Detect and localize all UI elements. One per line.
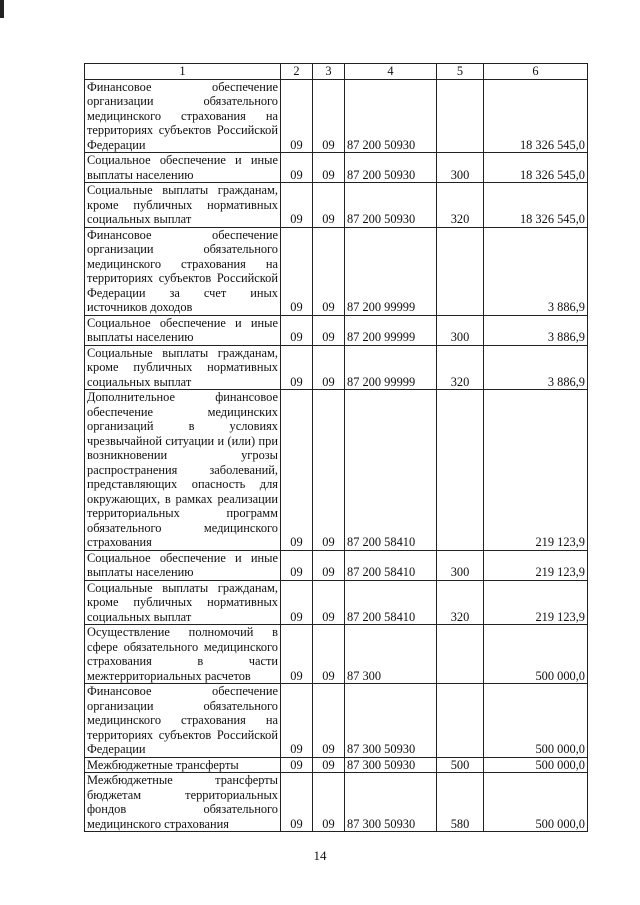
row-section: 09 — [281, 227, 313, 315]
row-section: 09 — [281, 757, 313, 773]
table-row — [85, 315, 588, 345]
row-subsection: 09 — [313, 684, 345, 758]
row-amount: 500 000,0 — [484, 757, 588, 773]
row-target-code: 87 300 50930 — [345, 757, 437, 773]
table-header-row — [85, 64, 588, 80]
row-subsection: 09 — [313, 580, 345, 625]
row-amount: 500 000,0 — [484, 684, 588, 758]
row-expense-type — [437, 390, 484, 551]
row-section: 09 — [281, 183, 313, 228]
row-expense-type: 580 — [437, 773, 484, 832]
row-subsection: 09 — [313, 773, 345, 832]
row-amount: 219 123,9 — [484, 550, 588, 580]
table-row — [85, 227, 588, 315]
row-amount: 219 123,9 — [484, 390, 588, 551]
row-name: Социальные выплаты гражданам, кроме публичных нормативных социальных выплат — [85, 183, 281, 228]
row-name: Межбюджетные трансферты бюджетам территориальных фондов обязательного медицинского страхования — [85, 773, 281, 832]
row-name: Финансовое обеспечение организации обязательного медицинского страхования на территориях субъектов Российской Федерации — [85, 684, 281, 758]
table-row — [85, 550, 588, 580]
header-cell-3: 3 — [313, 64, 345, 80]
table-row — [85, 757, 588, 773]
row-name: Финансовое обеспечение организации обязательного медицинского страхования на территориях субъектов Российской Федерации — [85, 79, 281, 153]
row-amount: 500 000,0 — [484, 625, 588, 684]
row-target-code: 87 200 50930 — [345, 79, 437, 153]
row-expense-type: 300 — [437, 315, 484, 345]
row-name: Осуществление полномочий в сфере обязательного медицинского страхования в части межтерриториальных расчетов — [85, 625, 281, 684]
row-expense-type: 320 — [437, 345, 484, 390]
row-subsection: 09 — [313, 390, 345, 551]
row-section: 09 — [281, 345, 313, 390]
row-amount: 500 000,0 — [484, 773, 588, 832]
row-amount: 18 326 545,0 — [484, 183, 588, 228]
row-section: 09 — [281, 153, 313, 183]
row-amount: 3 886,9 — [484, 315, 588, 345]
table-row — [85, 183, 588, 228]
row-section: 09 — [281, 390, 313, 551]
row-subsection: 09 — [313, 153, 345, 183]
row-subsection: 09 — [313, 345, 345, 390]
row-section: 09 — [281, 79, 313, 153]
row-section: 09 — [281, 684, 313, 758]
row-amount: 18 326 545,0 — [484, 79, 588, 153]
row-section: 09 — [281, 580, 313, 625]
table-row — [85, 773, 588, 832]
row-subsection: 09 — [313, 315, 345, 345]
row-name: Социальное обеспечение и иные выплаты населению — [85, 153, 281, 183]
row-target-code: 87 200 99999 — [345, 227, 437, 315]
header-cell-5: 5 — [437, 64, 484, 80]
row-name: Социальные выплаты гражданам, кроме публичных нормативных социальных выплат — [85, 580, 281, 625]
table-row — [85, 625, 588, 684]
row-target-code: 87 200 58410 — [345, 580, 437, 625]
header-cell-2: 2 — [281, 64, 313, 80]
row-expense-type — [437, 625, 484, 684]
row-expense-type — [437, 684, 484, 758]
row-section: 09 — [281, 315, 313, 345]
row-target-code: 87 200 50930 — [345, 153, 437, 183]
row-target-code: 87 200 99999 — [345, 315, 437, 345]
header-cell-1: 1 — [85, 64, 281, 80]
row-target-code: 87 200 50930 — [345, 183, 437, 228]
row-name: Финансовое обеспечение организации обязательного медицинского страхования на территориях субъектов Российской Федерации за счет иных источников доходов — [85, 227, 281, 315]
row-expense-type: 320 — [437, 183, 484, 228]
scan-corner-mark — [0, 0, 4, 18]
row-amount: 219 123,9 — [484, 580, 588, 625]
row-expense-type: 300 — [437, 550, 484, 580]
row-expense-type: 500 — [437, 757, 484, 773]
table-row — [85, 684, 588, 758]
row-amount: 18 326 545,0 — [484, 153, 588, 183]
row-subsection: 09 — [313, 227, 345, 315]
table-row — [85, 153, 588, 183]
row-expense-type: 320 — [437, 580, 484, 625]
table-row — [85, 390, 588, 551]
row-amount: 3 886,9 — [484, 227, 588, 315]
row-name: Дополнительное финансовое обеспечение медицинских организаций в условиях чрезвычайной ситуации и (или) при возникновении угрозы распространения заболеваний, представляющих опасность для окружающих, в рамках реализации территориальных программ обязательного медицинского страхования — [85, 390, 281, 551]
table-row — [85, 345, 588, 390]
header-cell-6: 6 — [484, 64, 588, 80]
row-subsection: 09 — [313, 625, 345, 684]
row-target-code: 87 200 58410 — [345, 390, 437, 551]
row-section: 09 — [281, 773, 313, 832]
row-section: 09 — [281, 625, 313, 684]
row-name: Социальное обеспечение и иные выплаты населению — [85, 550, 281, 580]
row-expense-type: 300 — [437, 153, 484, 183]
header-cell-4: 4 — [345, 64, 437, 80]
row-target-code: 87 300 50930 — [345, 684, 437, 758]
row-expense-type — [437, 227, 484, 315]
row-name: Социальное обеспечение и иные выплаты населению — [85, 315, 281, 345]
table-row — [85, 79, 588, 153]
row-section: 09 — [281, 550, 313, 580]
row-subsection: 09 — [313, 79, 345, 153]
row-target-code: 87 200 58410 — [345, 550, 437, 580]
page-number: 14 — [313, 848, 327, 863]
row-subsection: 09 — [313, 183, 345, 228]
row-subsection: 09 — [313, 550, 345, 580]
row-target-code: 87 300 50930 — [345, 773, 437, 832]
row-subsection: 09 — [313, 757, 345, 773]
row-expense-type — [437, 79, 484, 153]
row-target-code: 87 200 99999 — [345, 345, 437, 390]
row-amount: 3 886,9 — [484, 345, 588, 390]
budget-table — [84, 63, 588, 832]
row-name: Социальные выплаты гражданам, кроме публичных нормативных социальных выплат — [85, 345, 281, 390]
row-name: Межбюджетные трансферты — [85, 757, 281, 773]
table-row — [85, 580, 588, 625]
row-target-code: 87 300 — [345, 625, 437, 684]
